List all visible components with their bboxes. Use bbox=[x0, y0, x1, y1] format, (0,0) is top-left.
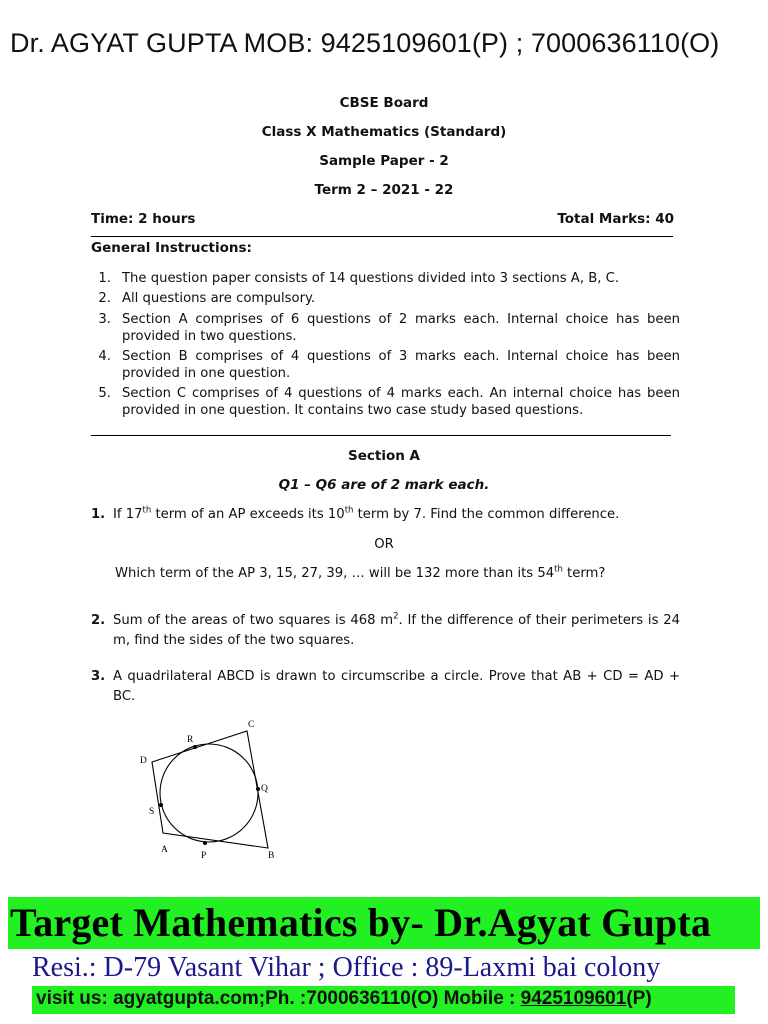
instruction-text: The question paper consists of 14 questions divided into 3 sections A, B, C. bbox=[122, 271, 620, 286]
header-contact-line: Dr. AGYAT GUPTA MOB: 9425109601(P) ; 7000636110(O) bbox=[10, 28, 720, 58]
or-label: OR bbox=[374, 537, 394, 552]
instructions-heading: General Instructions: bbox=[91, 240, 252, 256]
vertex-label-d: D bbox=[140, 756, 147, 766]
tangent-point-r bbox=[193, 745, 197, 749]
instruction-number: 2. bbox=[98, 291, 111, 306]
quadrilateral-abcd bbox=[152, 731, 268, 848]
instruction-text: Section B comprises of 4 questions of 3 marks each. Internal choice has been provided in one question. bbox=[122, 349, 680, 381]
question-text: If 17th term of an AP exceeds its 10th term by 7. Find the common difference. bbox=[113, 505, 620, 522]
instruction-number: 4. bbox=[98, 349, 111, 364]
footer-visit-line: visit us: agyatgupta.com;Ph. :7000636110(O) Mobile : 9425109601(P) bbox=[36, 988, 652, 1009]
sample-paper-title: Sample Paper - 2 bbox=[319, 153, 449, 169]
question-number: 3. bbox=[91, 669, 106, 684]
question-number: 1. bbox=[91, 507, 106, 522]
time-label: Time: 2 hours bbox=[91, 211, 196, 227]
instruction-text: All questions are compulsory. bbox=[122, 291, 316, 306]
instruction-number: 3. bbox=[98, 312, 111, 327]
instruction-text: Section C comprises of 4 questions of 4 marks each. An internal choice has been provided in one question. It contains two case study based questions. bbox=[122, 386, 680, 418]
footer-residence: Resi.: D-79 Vasant Vihar ; Office : 89-Laxmi bai colony bbox=[32, 952, 661, 983]
inscribed-circle bbox=[160, 744, 258, 842]
vertex-label-b: B bbox=[268, 851, 275, 861]
divider-section bbox=[91, 435, 671, 436]
quadrilateral-figure bbox=[130, 715, 290, 865]
board-title: CBSE Board bbox=[339, 95, 429, 111]
question-text: A quadrilateral ABCD is drawn to circumscribe a circle. Prove that AB + CD = AD + BC. bbox=[113, 669, 680, 704]
tangent-point-q bbox=[256, 787, 260, 791]
point-label-s: S bbox=[149, 807, 155, 817]
point-label-p: P bbox=[201, 851, 207, 861]
tangent-point-s bbox=[159, 803, 163, 807]
class-subject-title: Class X Mathematics (Standard) bbox=[261, 124, 507, 140]
instruction-number: 1. bbox=[98, 271, 111, 286]
vertex-label-c: C bbox=[248, 720, 255, 730]
footer-banner-title: Target Mathematics by- Dr.Agyat Gupta bbox=[10, 900, 712, 945]
tangent-point-p bbox=[203, 841, 207, 845]
total-marks-label: Total Marks: 40 bbox=[557, 211, 674, 227]
point-label-r: R bbox=[187, 735, 194, 745]
vertex-label-a: A bbox=[161, 845, 168, 855]
question-alternative-text: Which term of the AP 3, 15, 27, 39, … will be 132 more than its 54th term? bbox=[115, 564, 606, 581]
point-label-q: Q bbox=[261, 784, 268, 794]
question-text: Sum of the areas of two squares is 468 $m^2$. If the difference of their perimeters is 24 m, find the sides of the two squares. bbox=[113, 611, 680, 648]
instruction-text: Section A comprises of 6 questions of 2 marks each. Internal choice has been provided in two questions. bbox=[122, 312, 680, 344]
footer-mobile-link[interactable]: 9425109601 bbox=[520, 988, 627, 1009]
question-number: 2. bbox=[91, 613, 106, 628]
instruction-number: 5. bbox=[98, 386, 111, 401]
section-subtitle: Q1 – Q6 are of 2 mark each. bbox=[278, 477, 490, 493]
divider-top bbox=[91, 236, 673, 237]
section-title: Section A bbox=[348, 448, 420, 464]
term-title: Term 2 – 2021 - 22 bbox=[314, 182, 454, 198]
